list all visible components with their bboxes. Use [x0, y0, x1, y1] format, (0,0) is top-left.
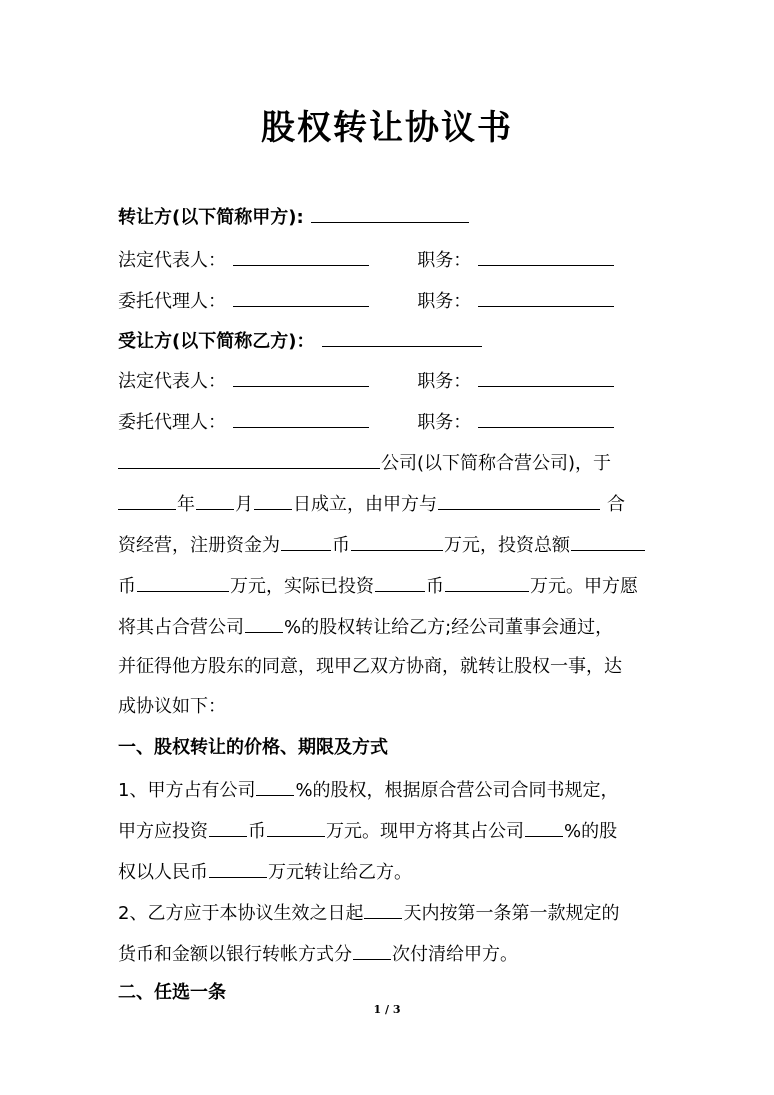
- legal-rep-label: 法定代表人：: [118, 250, 226, 271]
- intro-text: 万元，投资总额: [444, 535, 570, 556]
- section1-item2-line-1: [118, 900, 658, 926]
- intro-text: %的股权转让给乙方;经公司董事会通过，: [284, 617, 614, 638]
- intro-line-5: [118, 614, 658, 640]
- paid-amount-blank: [445, 573, 529, 592]
- intro-line-3: [118, 532, 658, 558]
- intro-line-1: [118, 450, 658, 476]
- position-label: 职务：: [417, 291, 472, 312]
- item-text: 万元。现甲方将其占公司: [326, 821, 524, 842]
- transferee-label: 受让方(以下简称乙方)：: [118, 331, 315, 352]
- item-text: 次付清给甲方。: [392, 944, 518, 965]
- item-text: 货币和金额以银行转帐方式分: [118, 944, 352, 965]
- paid-currency-blank: [375, 573, 425, 592]
- days-blank: [364, 900, 402, 919]
- agent-label: 委托代理人：: [118, 291, 226, 312]
- section1-item2-line-2: [118, 941, 658, 967]
- position-blank: [478, 247, 614, 266]
- intro-text: 公司(以下简称合营公司)，于: [381, 453, 612, 474]
- section1-item1-line-1: [118, 777, 658, 803]
- position-blank: [478, 368, 614, 387]
- intro-text: 资经营，注册资金为: [118, 535, 280, 556]
- intro-line-7: [118, 695, 658, 719]
- share-percent-blank: [245, 614, 283, 633]
- section1-heading: 一、股权转让的价格、期限及方式: [118, 737, 388, 758]
- total-investment-blank: [137, 573, 229, 592]
- month-blank: [196, 491, 234, 510]
- transferee-line: [118, 328, 658, 354]
- section2-heading: 二、任选一条: [118, 982, 226, 1003]
- item-text: 权以人民币: [118, 862, 208, 883]
- intro-text: 万元，实际已投资: [230, 576, 374, 597]
- intro-text: 将其占合营公司: [118, 617, 244, 638]
- registered-capital-blank: [351, 532, 443, 551]
- intro-text: 日成立，由甲方与: [293, 494, 437, 515]
- legal-rep-blank: [233, 368, 369, 387]
- intro-text: 币: [332, 535, 350, 556]
- page-number: 1 / 3: [373, 1003, 401, 1016]
- section1-item1-line-3: [118, 859, 658, 885]
- transferee-blank: [322, 328, 482, 347]
- position-label: 职务：: [417, 412, 472, 433]
- percent-blank: [256, 777, 294, 796]
- intro-text: 币: [426, 576, 444, 597]
- intro-text: 并征得他方股东的同意，现甲乙双方协商，就转让股权一事，达: [118, 656, 622, 677]
- total-investment-currency-blank: [571, 532, 645, 551]
- agent-blank: [233, 409, 369, 428]
- currency-blank: [209, 818, 247, 837]
- intro-line-4: [118, 573, 658, 599]
- document-title: 股权转让协议书: [261, 108, 513, 148]
- transferor-blank: [311, 204, 469, 223]
- intro-text: 月: [235, 494, 253, 515]
- agent-blank: [233, 288, 369, 307]
- amount-blank: [267, 818, 325, 837]
- day-blank: [254, 491, 292, 510]
- transferor-agent-line: [118, 288, 658, 314]
- percent-blank: [525, 818, 563, 837]
- intro-line-2: [118, 491, 658, 517]
- item-text: %的股: [564, 821, 618, 842]
- position-blank: [478, 288, 614, 307]
- installments-blank: [353, 941, 391, 960]
- transferee-agent-line: [118, 409, 658, 435]
- item-text: 1、甲方占有公司: [118, 780, 256, 801]
- legal-rep-blank: [233, 247, 369, 266]
- item-text: 甲方应投资: [118, 821, 208, 842]
- agent-label: 委托代理人：: [118, 412, 226, 433]
- year-blank: [118, 491, 176, 510]
- intro-text: 万元。甲方愿: [530, 576, 638, 597]
- item-text: 天内按第一条第一款规定的: [403, 903, 620, 924]
- item-text: 万元转让给乙方。: [268, 862, 412, 883]
- section1-item1-line-2: [118, 818, 658, 844]
- transferee-legal-rep-line: [118, 368, 658, 394]
- intro-text: 成协议如下：: [118, 696, 226, 717]
- item-text: 2、乙方应于本协议生效之日起: [118, 903, 364, 924]
- transferor-label: 转让方(以下简称甲方):: [118, 207, 304, 228]
- transferor-legal-rep-line: [118, 247, 658, 273]
- intro-text: 合: [607, 494, 625, 515]
- item-text: 币: [248, 821, 266, 842]
- intro-text: 币: [118, 576, 136, 597]
- legal-rep-label: 法定代表人：: [118, 371, 226, 392]
- intro-line-6: [118, 655, 658, 679]
- currency-blank: [281, 532, 331, 551]
- position-label: 职务：: [417, 250, 472, 271]
- item-text: %的股权，根据原合营公司合同书规定，: [295, 780, 619, 801]
- transferor-line: [118, 204, 658, 230]
- position-label: 职务：: [417, 371, 472, 392]
- partner-blank: [438, 491, 600, 510]
- position-blank: [478, 409, 614, 428]
- company-name-blank: [118, 450, 380, 469]
- amount-blank: [209, 859, 267, 878]
- intro-text: 年: [177, 494, 195, 515]
